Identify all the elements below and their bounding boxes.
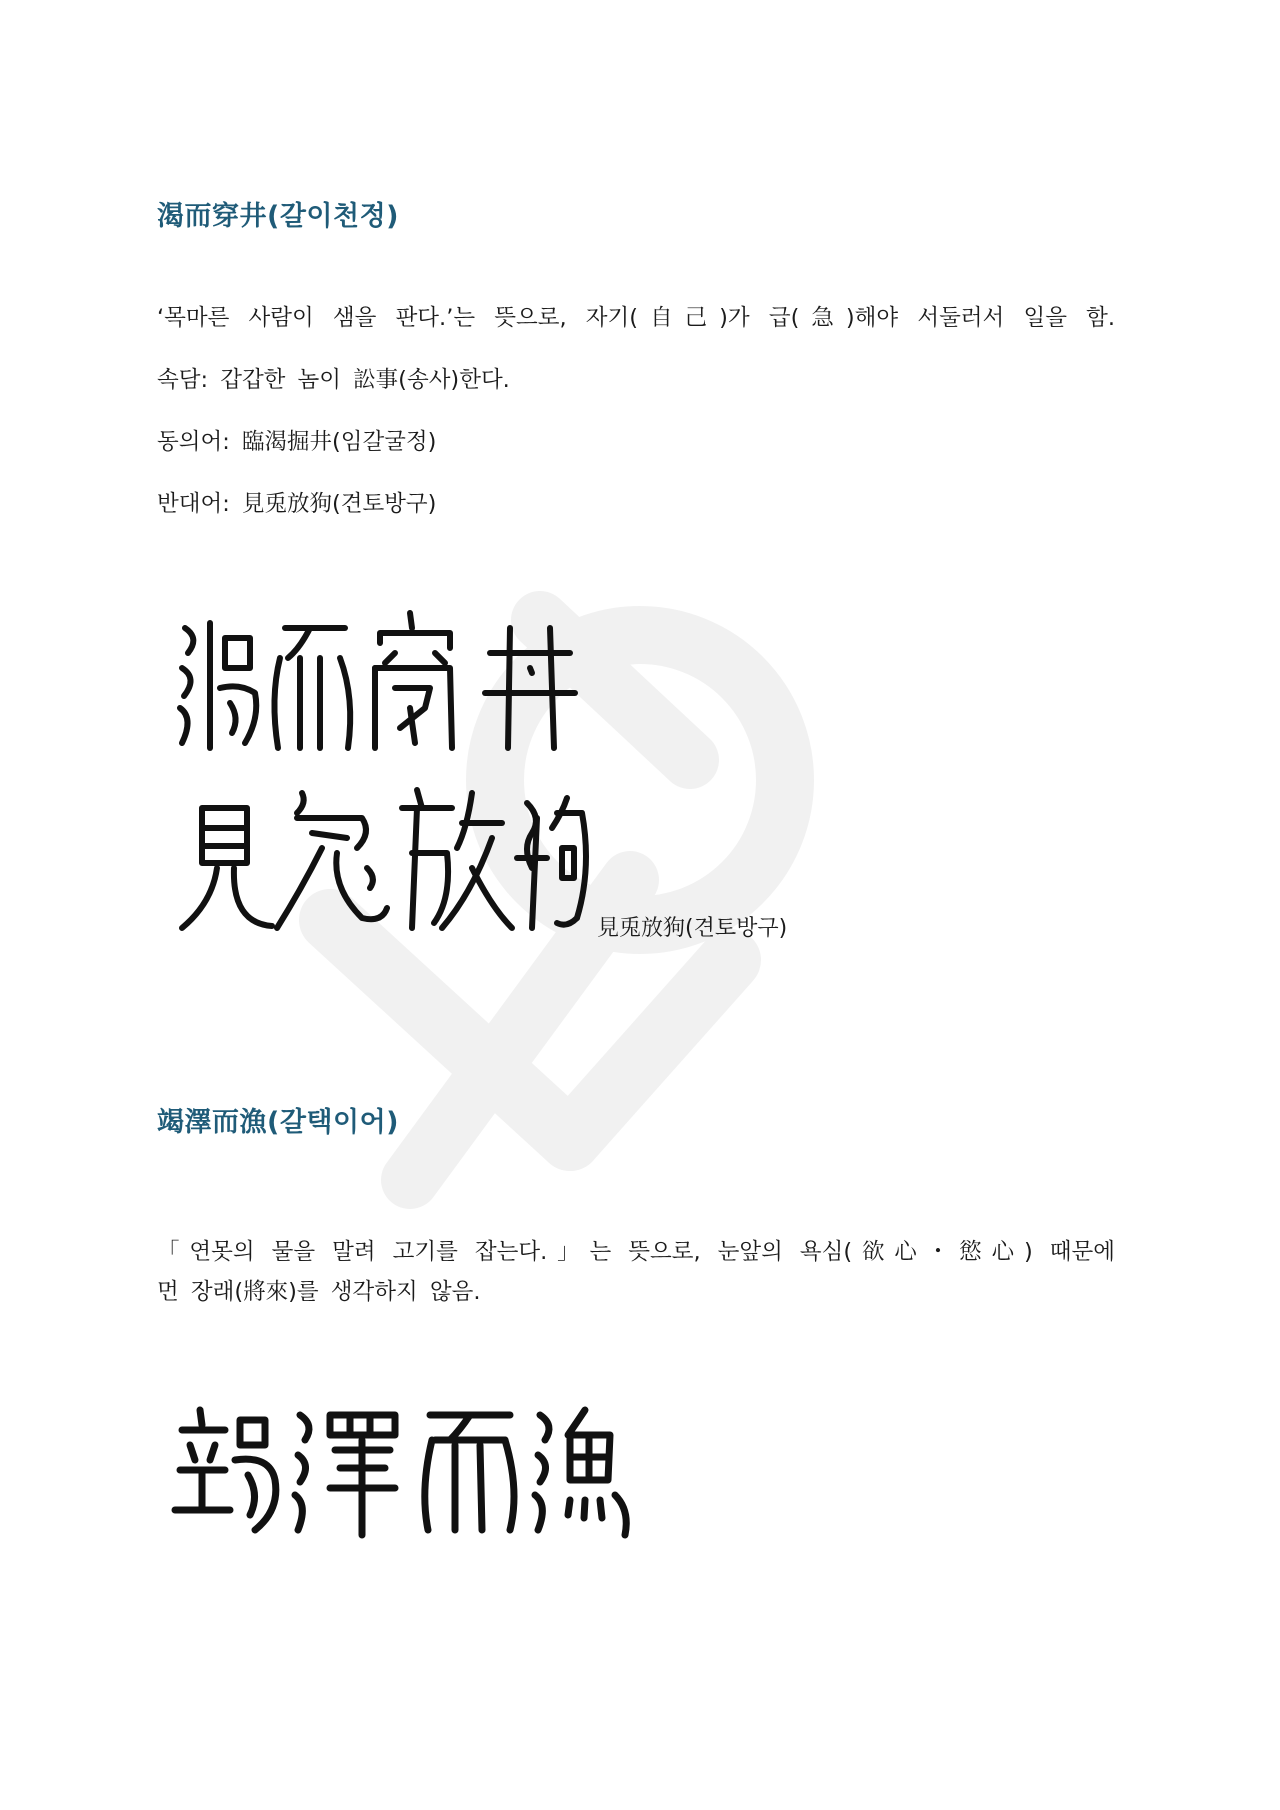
seal-image-caption: 見兎放狗(견토방구) [597,916,788,941]
entry-proverb: 속담: 갑갑한 놈이 訟事(송사)한다. [157,367,510,393]
entry-synonym: 동의어: 臨渴掘井(임갈굴정) [157,429,437,455]
seal-script-calligraphy-image [170,1400,640,1540]
entry-antonym: 반대어: 見兎放狗(견토방구) [157,491,437,517]
seal-script-calligraphy-image [170,608,590,758]
entry-title: 竭澤而漁(갈택이어) [157,1107,400,1138]
entry-title: 渴而穿井(갈이천정) [157,201,400,232]
entry-meaning-line-2: 먼 장래(將來)를 생각하지 않음. [157,1279,481,1305]
seal-script-calligraphy-image [172,778,592,938]
entry-meaning: ‘목마른 사람이 샘을 판다.’는 뜻으로, 자기(自己)가 급(急)해야 서둘러서 일을 함. [157,305,1115,331]
entry-meaning-line-1: 「연못의 물을 말려 고기를 잡는다.」는 뜻으로, 눈앞의 욕심(欲心・慾心) 때문에 [157,1239,1115,1265]
